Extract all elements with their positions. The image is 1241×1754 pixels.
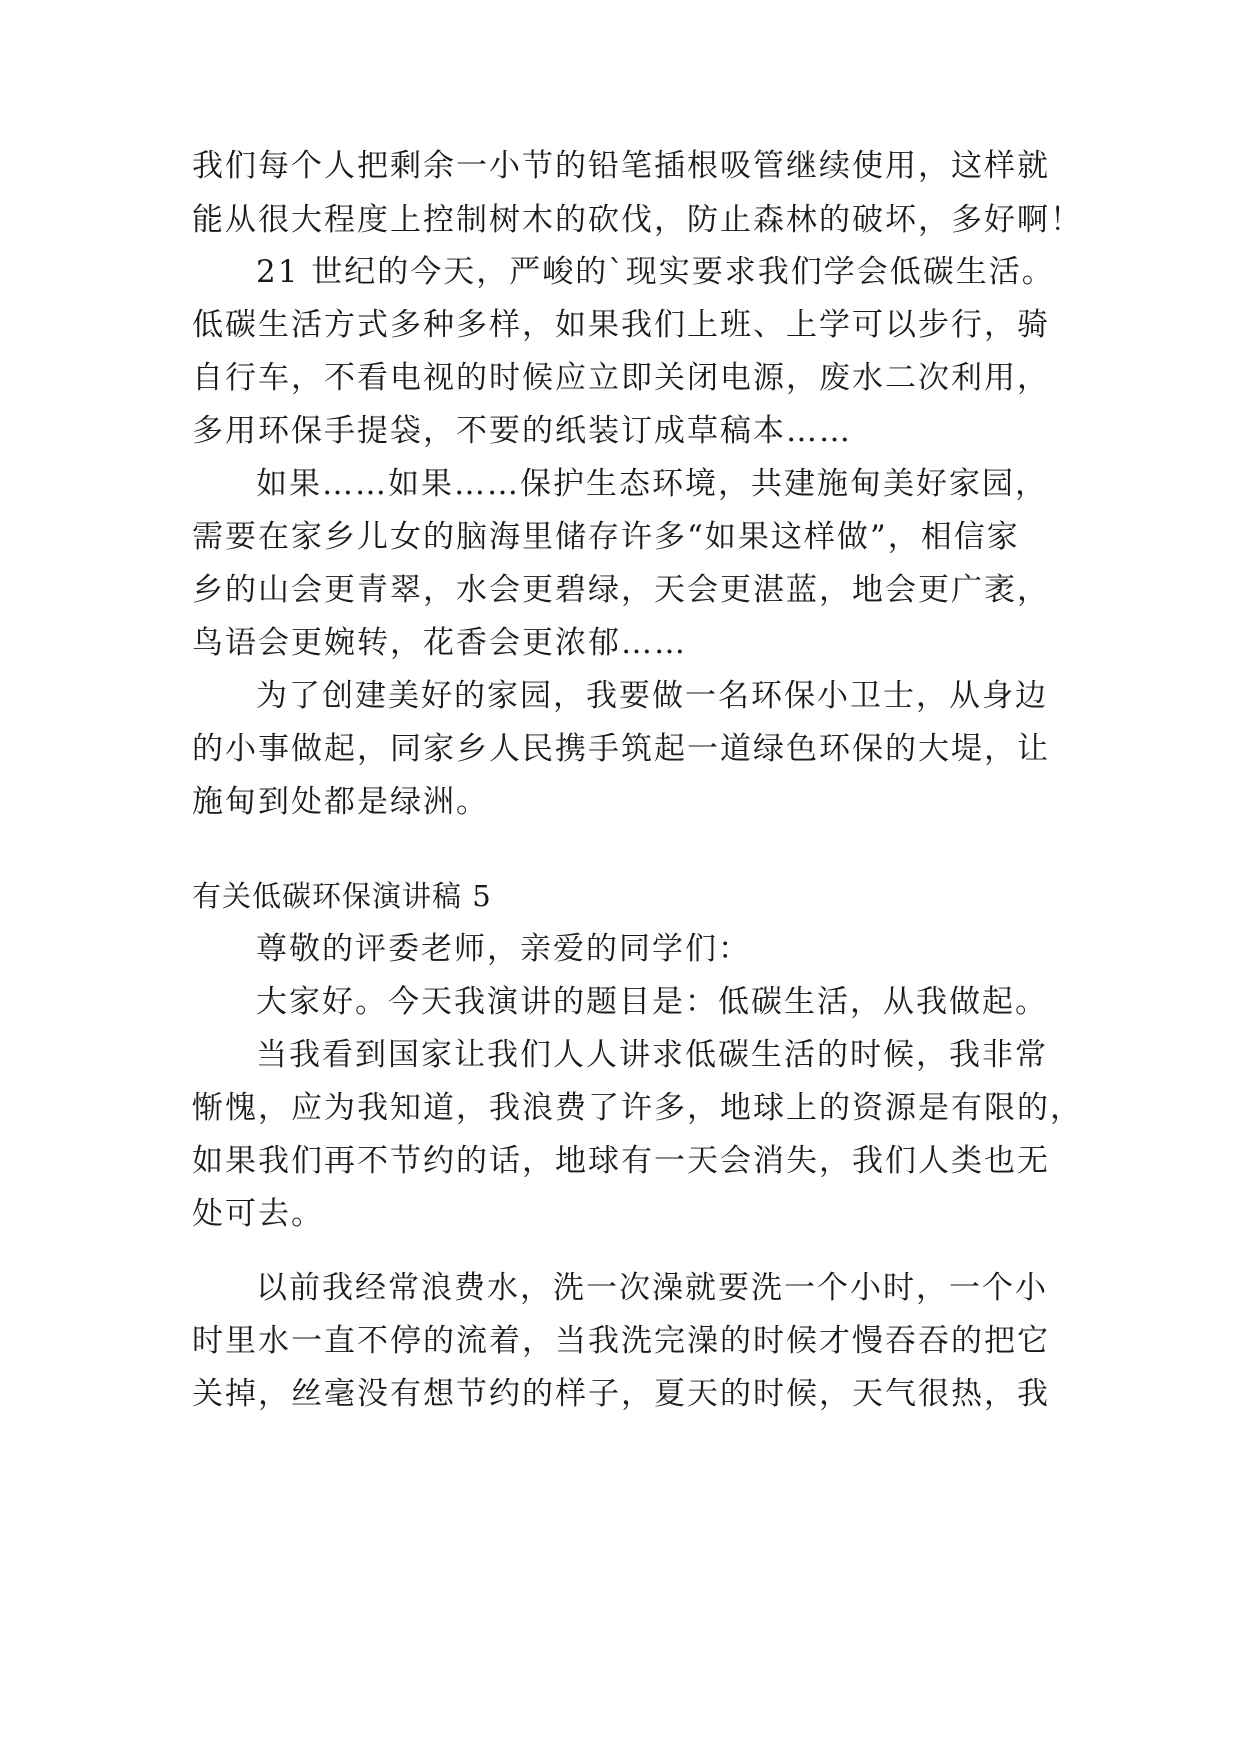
text-line: 如果……如果……保护生态环境，共建施甸美好家园， — [256, 466, 1048, 502]
text-line: 处可去。 — [192, 1196, 324, 1232]
text-line: 的小事做起，同家乡人民携手筑起一道绿色环保的大堤，让 — [192, 731, 1050, 767]
text-line: 当我看到国家让我们人人讲求低碳生活的时候，我非常 — [256, 1037, 1048, 1073]
greeting-line: 尊敬的评委老师，亲爱的同学们： — [256, 931, 751, 967]
text-line: 施甸到处都是绿洲。 — [192, 784, 489, 820]
text-line: 我们每个人把剩余一小节的铅笔插根吸管继续使用，这样就 — [192, 148, 1050, 184]
text-line: 能从很大程度上控制树木的砍伐，防止森林的破坏，多好啊！ — [192, 202, 1083, 238]
text-line: 关掉，丝毫没有想节约的样子，夏天的时候，天气很热，我 — [192, 1376, 1050, 1412]
text-line: 自行车，不看电视的时候应立即关闭电源，废水二次利用， — [192, 360, 1050, 396]
text-line: 低碳生活方式多种多样，如果我们上班、上学可以步行，骑 — [192, 307, 1050, 343]
section-title: 有关低碳环保演讲稿 5 — [192, 879, 492, 913]
intro-line: 大家好。今天我演讲的题目是：低碳生活，从我做起。 — [256, 984, 1048, 1020]
text-line: 需要在家乡儿女的脑海里储存许多“如果这样做”，相信家 — [192, 519, 1020, 555]
text-line: 乡的山会更青翠，水会更碧绿，天会更湛蓝，地会更广袤， — [192, 572, 1050, 608]
text-line: 21 世纪的今天，严峻的`现实要求我们学会低碳生活。 — [256, 254, 1055, 290]
text-line: 多用环保手提袋，不要的纸装订成草稿本…… — [192, 413, 852, 449]
text-line: 为了创建美好的家园，我要做一名环保小卫士，从身边 — [256, 678, 1048, 714]
text-line: 惭愧，应为我知道，我浪费了许多，地球上的资源是有限的， — [192, 1090, 1083, 1126]
text-line: 鸟语会更婉转，花香会更浓郁…… — [192, 625, 687, 661]
text-line: 如果我们再不节约的话，地球有一天会消失，我们人类也无 — [192, 1143, 1050, 1179]
text-line: 以前我经常浪费水，洗一次澡就要洗一个小时，一个小 — [256, 1270, 1048, 1306]
text-line: 时里水一直不停的流着，当我洗完澡的时候才慢吞吞的把它 — [192, 1323, 1050, 1359]
